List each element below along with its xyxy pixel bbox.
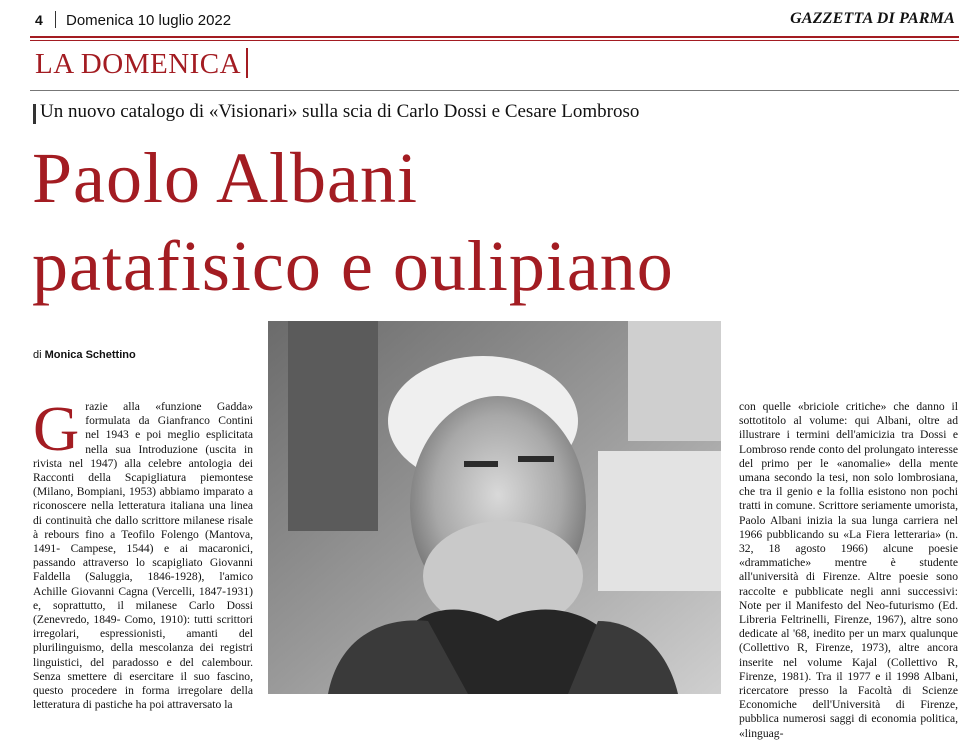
issue-date: Domenica 10 luglio 2022 — [66, 12, 232, 29]
article-column-3 — [739, 400, 958, 741]
article-headline — [32, 134, 674, 310]
author-name: Monica Schettino — [44, 349, 136, 361]
header-rule-thin — [30, 40, 959, 41]
author-portrait-photo — [268, 321, 721, 694]
drop-cap: G — [33, 393, 80, 464]
article-kicker: Un nuovo catalogo di «Visionari» sulla scia di Carlo Dossi e Cesare Lombroso — [40, 101, 640, 122]
article-text-column-3: con quelle «briciole critiche» che danno il sottotitolo al volume: qui Albani, oltre ad illustrare i termini dell'amicizia tra Dossi e Lombroso rende conto del prolungato interesse del primo per le «anomalie» della mente umana secondo la tesi, non solo lombrosiana, che tra il genio e la follia esistono non pochi tratti in comune. Scrittore seriamente umorista, Paolo Albani inizia la sua lunga carriera nel 1966 pubblicando su «La Fiera letteraria» (n. 32, 18 agosto 1966) alcune poesie «drammatiche» mentre è studente all'università di Firenze. Altre poesie sono raccolte e pubblicate negli anni successivi: Note per il Manifesto del Neo-futurismo (Ed. Libreria Feltrinelli, Firenze, 1967), altre sono dedicate al '68, inedito per un marx qualunque (Collettivo R, Firenze, 1973), altre ancora inserite nel volume Kajal (Collettivo R, Firenze, 1981). Tra il 1977 e il 1998 Albani, ricercatore presso la Facoltà di Scienze Economiche dell'Università di Firenze, pubblica numerosi saggi di economia politica, «linguag- — [739, 400, 958, 740]
section-rule — [30, 90, 959, 91]
kicker-bar — [33, 104, 36, 124]
byline-prefix: di — [33, 349, 42, 361]
section-title-bar — [246, 48, 248, 78]
header-rule — [30, 36, 959, 38]
newspaper-masthead: GAZZETTA DI PARMA — [790, 10, 955, 27]
headline-line-1: Paolo Albani — [32, 138, 418, 218]
page-number: 4 — [35, 12, 43, 28]
article-text-column-1: razie alla «funzione Gadda» formulata da Gianfranco Contini nel 1943 e poi meglio esplicitata nella sua Introduzione (uscita in rivista nel 1947) alla celebre antologia dei Racconti della Scapigliatura piemontese (Milano, Bompiani, 1953) abbiamo imparato a riconoscere nella letteratura italiana una linea di continuità che dallo scrittore milanese risale à rebours fino a Teofilo Folengo (Mantova, 1491- Campese, 1544) e ai macaronici, passando attraverso lo scapigliato Giovanni Faldella (Saluggia, 1846-1928), l'amico Achille Giovanni Cagna (Vercelli, 1847-1931) e, soprattutto, il milanese Carlo Dossi (Zenevredo, 1849- Como, 1910): tutti scrittori irregolari, espressionisti, amanti del plurilinguismo, della mescolanza dei registri linguistici, del paradosso e del calembour. Senza smettere di esercitare il suo fascino, questo procedere in forma irregolare della letteratura di pastiche ha poi attraversato la — [33, 400, 253, 712]
section-title: LA DOMENICA — [35, 48, 242, 80]
headline-line-2: patafisico e oulipiano — [32, 226, 674, 306]
header-divider — [55, 11, 56, 28]
page-header — [0, 0, 969, 40]
portrait-image — [268, 321, 721, 694]
article-column-1 — [33, 393, 253, 712]
byline — [33, 349, 136, 361]
